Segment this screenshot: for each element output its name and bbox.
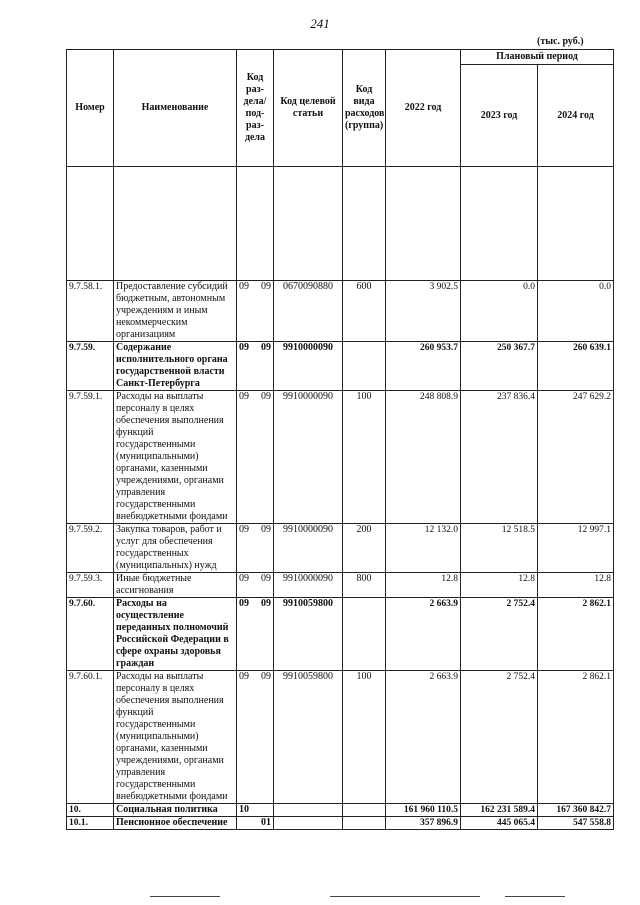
row-number: 9.7.59.1. <box>67 391 114 524</box>
row-number: 9.7.58.1. <box>67 281 114 342</box>
header-section: Код раз-дела/ под-раз-дела <box>237 50 274 167</box>
row-target-code: 9910000090 <box>274 524 343 573</box>
row-amount-2022: 12.8 <box>386 573 461 598</box>
table-row <box>67 342 614 391</box>
row-amount-2023: 12.8 <box>461 573 538 598</box>
row-number: 9.7.59.2. <box>67 524 114 573</box>
row-amount-2024: 547 558.8 <box>538 817 614 830</box>
row-amount-2022: 260 953.7 <box>386 342 461 391</box>
header-2024: 2024 год <box>538 65 614 167</box>
row-section: 10 <box>239 804 249 815</box>
row-target-code <box>274 817 343 830</box>
row-section: 09 <box>239 671 249 682</box>
row-section-code <box>237 573 274 598</box>
row-section-code <box>237 671 274 804</box>
row-subsection: 09 <box>261 671 271 682</box>
row-expense-type <box>343 817 386 830</box>
row-name: Расходы на осуществление переданных полномочий Российской Федерации в сфере охраны здоровья граждан <box>114 598 237 671</box>
header-row <box>67 50 614 65</box>
row-expense-type: 800 <box>343 573 386 598</box>
row-amount-2024: 12 997.1 <box>538 524 614 573</box>
row-amount-2022: 357 896.9 <box>386 817 461 830</box>
table-row <box>67 524 614 573</box>
row-amount-2024: 2 862.1 <box>538 598 614 671</box>
row-section-code <box>237 598 274 671</box>
row-amount-2023: 162 231 589.4 <box>461 804 538 817</box>
row-section: 09 <box>239 598 249 609</box>
row-subsection: 09 <box>261 573 271 584</box>
row-amount-2022: 248 808.9 <box>386 391 461 524</box>
row-amount-2023: 2 752.4 <box>461 598 538 671</box>
row-amount-2023: 445 065.4 <box>461 817 538 830</box>
row-section-code <box>237 804 274 817</box>
row-target-code: 9910000090 <box>274 342 343 391</box>
row-amount-2024: 167 360 842.7 <box>538 804 614 817</box>
row-section-code <box>237 524 274 573</box>
units-label: (тыс. руб.) <box>537 36 584 47</box>
row-target-code: 0670090880 <box>274 281 343 342</box>
row-section: 09 <box>239 342 249 353</box>
row-amount-2023: 0.0 <box>461 281 538 342</box>
row-amount-2024: 12.8 <box>538 573 614 598</box>
footer-line <box>330 896 480 897</box>
row-amount-2023: 12 518.5 <box>461 524 538 573</box>
page-number: 241 <box>310 16 330 31</box>
row-number: 9.7.59.3. <box>67 573 114 598</box>
row-section: 09 <box>239 391 249 402</box>
table-row <box>67 817 614 830</box>
row-amount-2022: 2 663.9 <box>386 598 461 671</box>
row-name: Иные бюджетные ассигнования <box>114 573 237 598</box>
table-row <box>67 804 614 817</box>
row-amount-2023: 2 752.4 <box>461 671 538 804</box>
row-section: 09 <box>239 281 249 292</box>
row-name: Пенсионное обеспечение <box>114 817 237 830</box>
row-section-code <box>237 281 274 342</box>
table-row <box>67 573 614 598</box>
header-name: Наименование <box>114 50 237 167</box>
header-target: Код целевой статьи <box>274 50 343 167</box>
row-expense-type: 200 <box>343 524 386 573</box>
header-expense-type: Код вида расходов (группа) <box>343 50 386 167</box>
row-expense-type <box>343 598 386 671</box>
row-section-code <box>237 391 274 524</box>
row-name: Содержание исполнительного органа государственной власти Санкт-Петербурга <box>114 342 237 391</box>
row-name: Предоставление субсидий бюджетным, автономным учреждениям и иным некоммерческим организациям <box>114 281 237 342</box>
footer-line <box>150 896 220 897</box>
row-amount-2024: 0.0 <box>538 281 614 342</box>
table-row <box>67 391 614 524</box>
row-subsection: 09 <box>261 391 271 402</box>
row-subsection: 01 <box>261 817 271 828</box>
row-expense-type: 100 <box>343 671 386 804</box>
row-name: Расходы на выплаты персоналу в целях обеспечения выполнения функций государственными (муниципальными) органами, казенными учреждениями, органами управления государственными внебюджетными фондами <box>114 671 237 804</box>
row-amount-2022: 2 663.9 <box>386 671 461 804</box>
header-2022: 2022 год <box>386 50 461 167</box>
row-expense-type: 100 <box>343 391 386 524</box>
row-section-code <box>237 817 274 830</box>
table-row <box>67 281 614 342</box>
row-amount-2022: 12 132.0 <box>386 524 461 573</box>
budget-table <box>66 49 614 830</box>
row-expense-type: 600 <box>343 281 386 342</box>
row-amount-2024: 2 862.1 <box>538 671 614 804</box>
table-row <box>67 671 614 804</box>
row-target-code: 9910059800 <box>274 671 343 804</box>
row-expense-type <box>343 342 386 391</box>
row-name: Расходы на выплаты персоналу в целях обеспечения выполнения функций государственными (муниципальными) органами, казенными учреждениями, органами управления государственными внебюджетными фондами <box>114 391 237 524</box>
row-section-code <box>237 342 274 391</box>
row-amount-2023: 237 836.4 <box>461 391 538 524</box>
row-amount-2022: 3 902.5 <box>386 281 461 342</box>
row-amount-2024: 247 629.2 <box>538 391 614 524</box>
row-number: 9.7.60.1. <box>67 671 114 804</box>
row-name: Социальная политика <box>114 804 237 817</box>
header-2023: 2023 год <box>461 65 538 167</box>
row-number: 10. <box>67 804 114 817</box>
row-subsection: 09 <box>261 524 271 535</box>
blank-row <box>67 167 614 281</box>
row-section: 09 <box>239 573 249 584</box>
row-number: 9.7.59. <box>67 342 114 391</box>
row-target-code: 9910000090 <box>274 573 343 598</box>
row-number: 9.7.60. <box>67 598 114 671</box>
row-subsection: 09 <box>261 342 271 353</box>
row-number: 10.1. <box>67 817 114 830</box>
row-section: 09 <box>239 524 249 535</box>
header-planned-period: Плановый период <box>461 50 614 65</box>
footer-line <box>505 896 565 897</box>
header-number: Номер <box>67 50 114 167</box>
row-amount-2023: 250 367.7 <box>461 342 538 391</box>
row-amount-2024: 260 639.1 <box>538 342 614 391</box>
row-target-code: 9910059800 <box>274 598 343 671</box>
table-row <box>67 598 614 671</box>
row-amount-2022: 161 960 110.5 <box>386 804 461 817</box>
row-subsection: 09 <box>261 281 271 292</box>
row-target-code <box>274 804 343 817</box>
row-target-code: 9910000090 <box>274 391 343 524</box>
row-name: Закупка товаров, работ и услуг для обеспечения государственных (муниципальных) нужд <box>114 524 237 573</box>
row-subsection: 09 <box>261 598 271 609</box>
row-expense-type <box>343 804 386 817</box>
